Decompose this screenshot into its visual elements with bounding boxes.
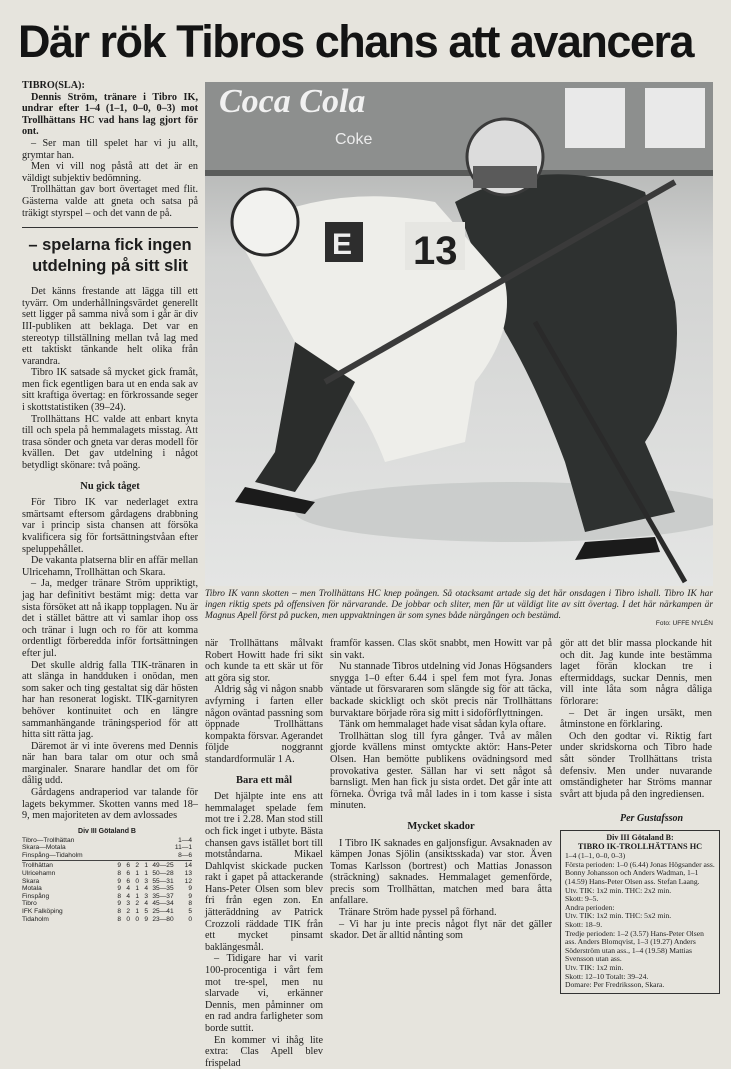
standings-goals: 35—37 [152,892,174,900]
paragraph: framför kassen. Clas sköt snabbt, men Howitt var på sin vakt. [330,638,552,661]
standings-team: IFK Falköping [22,907,63,915]
standings-team: Tibro [22,900,37,908]
standings-l: 9 [144,915,148,923]
paragraph: – Ser man till spelet har vi ju allt, grymtar han. [22,137,198,161]
standings-d: 2 [135,900,139,908]
factbox-match: TIBRO IK-TROLLHÄTTANS HC [577,841,703,851]
jersey-letter: E [332,228,353,261]
factbox-line: 1–4 (1–1, 0–0, 0–3) [565,851,626,861]
standings-w: 4 [126,892,130,900]
factbox-line: Andra perioden: [565,902,615,912]
lead-paragraph: Dennis Ström, tränare i Tibro IK, undrar efter 1–4 (1–1, 0–0, 0–3) mot Trollhättans HC vad hans lag gjort för ont. [22,91,198,138]
factbox-line: Utv. TIK: 1x2 min. THC: 2x2 min. [565,885,672,895]
paragraph: – Ja, medger tränare Ström uppriktigt, jag har definitivt bestämt mig: detta var sista försöket att nå ikapp topplagen. Nu är det i stället bättre att vi samlar ihop oss och tränar i lugn och ro för att komma ordentligt förberedda inför fortsättningen efter jul. [22,578,198,659]
standings-team: Skara [22,877,40,885]
standings-goals: 25—41 [152,907,174,915]
table-row [22,900,192,908]
standings-l: 1 [144,862,148,870]
article-column-1 [22,80,198,822]
paragraph: gör att det blir massa plockande hit och dit. Jag kunde inte bestämma laget förän klockan tre i eftermiddags, suckar Dennis, men vill inte låta som några dåliga förlorare: [560,638,712,707]
jersey-number: 13 [413,229,458,273]
standings-goals: 45—34 [152,900,174,908]
standings-w: 3 [126,900,130,908]
standings-goals: 35—35 [152,885,174,893]
caption-text: Tibro IK vann skotten – men Trollhättans HC knep poängen. Så otacksamt artade sig det här onsdagen i Tibro ishall. Tibro IK har ingen riktig spets på offensiven för närvarande. De jobbar och sliter, men får ut väldigt lite av sitt övertag. I det här närkampen är Magnus Apell först på pucken, men uppvaktningen är som synes både närgången och bestämd. [205,589,713,621]
paragraph: – Det är ingen ursäkt, men åtminstone en förklaring. [560,707,712,731]
standings-team: Tidaholm [22,915,49,923]
standings-gp: 9 [117,885,121,893]
factbox-league: Div III Götaland B: [606,833,674,842]
standings-pts: 12 [184,877,192,885]
standings-goals: 55—31 [152,877,174,885]
paragraph: Gårdagens andraperiod var talande för lagets bekymmer. Skotten vanns med 18–9, men majoriteten av dem avlossades [22,787,198,822]
factbox-line: Tredje perioden: 1–2 (3.57) Hans-Peter Olsen ass. Anders Blomqvist, 1–3 (19.27) Anders Söderström utan ass., 1–4 (19.58) Mattias Svensson utan ass. [565,928,704,964]
paragraph: Det hjälpte inte ens att hemmalaget spelade fem mot tre i 2.28. Man stod still och fick inget i utbyte. Bästa chansen gavs istället bort till motståndarna. Mikael Dahlqvist skickade pucken rakt i gapet på attackerande Hans-Peter Olsen som blev fri från egen zon. En jätteräddning av Patrick Crozzoli räddade TIK från ett mycket pinsamt baklängesmål. [205,791,323,953]
standings-gp: 9 [117,862,121,870]
standings-title: Div III Götaland B [78,828,136,835]
table-row [22,870,192,878]
paragraph: Trollhättan slog till fyra gånger. Två av målen gjorde kvällens minst omtyckte aktör: Hans-Peter Olsen. Han bemötte publikens ovädningsord med provokativa gester. Sällan har vi sett något så barnsligt. Men han fick ju sista ordet. Det går inte att förneka. Övriga två mål lades in i tom kasse i sista minuten. [330,730,552,812]
paragraph: Men vi vill nog påstå att det är en väldigt subjektiv bedömning. [22,161,198,184]
standings-pts: 0 [188,915,192,923]
standings-l: 4 [144,900,148,908]
standings-l: 4 [144,885,148,893]
standings-goals: 49—25 [152,862,174,870]
factbox-line: Första perioden: 1–0 (6.44) Jonas Högsander ass. Bonny Johansson och Anders Wadman, 1–1 (14.59) Hans-Peter Olsen ass. Stefan Laang. [565,859,715,886]
table-row [22,885,192,893]
paragraph: Tränare Ström hade pyssel på förhand. [339,907,497,919]
match-factbox [560,830,720,994]
paragraph: För Tibro IK var nederlaget extra smärtsamt eftersom gårdagens drabbning var i princip sista chansen att försöka kvalificera sig för fortsättningstvåan efter speluppehållet. [22,497,198,555]
standings-d: 0 [135,877,139,885]
table-row [22,893,192,901]
standings-l: 3 [144,892,148,900]
standings-l: 5 [144,907,148,915]
hockey-photo [205,82,713,586]
pull-quote: – spelarna fick ingen utdelning på sitt slit [22,227,198,286]
standings-pts: 5 [188,907,192,915]
standings-d: 2 [135,862,139,870]
table-row [22,862,192,870]
standings-goals: 50—28 [152,869,174,877]
match-score: 8—6 [178,851,192,859]
match-name: Tibro—Trollhättan [22,836,75,844]
match-name: Finspång—Tidaholm [22,851,83,859]
standings-gp: 9 [117,877,121,885]
result-row [22,837,192,845]
standings-w: 6 [126,862,130,870]
standings-w: 6 [126,869,130,877]
paragraph: när Trollhättans målvakt Robert Howitt hade fri sikt och kunde ta ett skär ut för att göra sig stor. [205,638,323,684]
paragraph: – Vi har ju inte precis något flyt när det gäller skador. Det är alltid nånting som [330,918,552,942]
paragraph: De vakanta platserna blir en affär mellan Ulricehamn, Trollhättan och Skara. [22,555,198,578]
standings-d: 0 [135,915,139,923]
standings-gp: 8 [117,869,121,877]
factbox-line: Domare: Per Fredriksson, Skara. [565,980,665,990]
factbox-line: Skott: 9–5. [565,894,599,904]
byline: Per Gustafsson [620,813,684,824]
result-row [22,852,192,860]
standings-team: Motala [22,885,42,893]
paragraph: Däremot är vi inte överens med Dennis när han bara talar om otur och små marginaler. Snarare handlar det om för dålig udd. [22,740,198,787]
dateline: TIBRO(SLA): [22,80,85,91]
standings-team: Finspång [22,892,50,900]
paragraph: Det känns frestande att lägga till ett tyvärr. Om underhållningsvärdet generellt sett ligger på samma nivå som i går är div III-publiken att beklaga. Det var en stereotyp tillställning mellan två lag med ett taktiskt tänkande helt olika från varandra. [22,286,198,367]
photo-caption [205,589,713,629]
table-row [22,878,192,886]
standings-d: 1 [135,869,139,877]
paragraph: Trollhättan gav bort övertaget med flit. Gästerna valde att gneta och satsa på träkigt styrspel – och det vann de på. [22,184,198,219]
standings-w: 6 [126,877,130,885]
table-row [22,916,192,924]
standings-d: 1 [135,892,139,900]
standings-pts: 9 [188,885,192,893]
paragraph: Tibro IK satsade så mycket gick framåt, men fick egentligen bara ut en enda sak av sitt kraftiga övertag: en förkrossande seger i skottstatistiken (39–24). [22,367,198,414]
paragraph: En kommer vi ihåg lite extra: Clas Apell blev frispelad [205,1034,323,1069]
paragraph: Trollhättans HC valde att enbart knyta till och spela på hemmalagets misstag. Att trasa sönder och gneta var deras modell för kvällen. Det gav utdelning i något betydligt skönare: två poäng. [22,413,198,472]
paragraph: Det skulle aldrig falla TIK-tränaren in att slänga in handduken i onödan, men som saker och ting gestaltat sig där hösten har han resonerat logiskt. TIK-garnityren behöver kontinuitet och en längre sammanhängande träningsperiod för att hitta sitt rätta jag. [22,659,198,741]
standings-gp: 8 [117,915,121,923]
standings-d: 1 [135,885,139,893]
subheading: Nu gick tåget [80,480,140,492]
standings-l: 1 [144,869,148,877]
standings-team: Ulricehamn [22,869,56,877]
paragraph: I Tibro IK saknades en galjonsfigur. Avsaknaden av kämpen Jonas Sjölin (ansiktsskada) var stor. Även Tomas Karlsson (bortrest) och Mattias Jonasson (sträckning) saknades. Hemmalaget gemenförde, precis som Trollhättan, matchen med bara åtta anfallare. [330,837,552,907]
paragraph: Nu stannade Tibros utdelning vid Jonas Högsanders snygga 1–0 efter 6.44 i spel fem mot fyra. Jonas väntade ut försvararen som slängde sig för att täcka, backade skickligt och sköt precis när Trollhättans burvaktare började röra sig mitt i sidoförflyttningen. [330,661,552,719]
match-score: 11—1 [174,844,192,852]
subheading: Mycket skador [407,820,475,832]
match-name: Skara—Motala [22,844,66,852]
factbox-line: Utv. TIK: 1x2 min. [565,962,624,972]
standings-d: 1 [135,907,139,915]
paragraph: Aldrig såg vi någon snabb avfyrning i farten eller någon oväntad passning som öppnade Trollhättans kompakta försvar. Agerandet följde noggrannt standardformulär 1 A. [205,684,323,765]
paragraph: Tänk om hemmalaget hade visat sådan kyla oftare. [339,719,547,731]
article-column-3 [330,638,552,942]
standings-pts: 8 [188,900,192,908]
article-column-2 [205,638,323,1069]
table-row [22,908,192,916]
factbox-line: Utv. TIK: 1x2 min. THC: 5x2 min. [565,911,672,921]
result-row [22,844,192,852]
hockey-photo-image [205,82,713,586]
match-score: 1—4 [178,836,192,844]
standings-l: 3 [144,877,148,885]
ad-board-text: Coca Cola [219,83,366,120]
ad-board-text: Coke [335,131,373,148]
standings-goals: 23—80 [152,915,174,923]
paragraph: Och den godtar vi. Riktig fart under skridskorna och Tibro hade sått sönder Trollhättans trista defensiv. Men under nuvarande omständigheter har Ströms mannar svårt att bjuda på den ingrediensen. [560,730,712,800]
article-column-4 [560,638,712,800]
standings-w: 4 [126,885,130,893]
paragraph: – Tidigare har vi varit 100-procentiga i vårt fem mot tre-spel, men nu slarvade vi, erkänner Dennis, men påminner om en rad andra farligheter som borde suttit. [205,953,323,1034]
standings-pts: 9 [188,892,192,900]
standings-gp: 9 [117,900,121,908]
standings-gp: 8 [117,892,121,900]
standings-gp: 8 [117,907,121,915]
photo-credit: Foto: UFFE NYLÉN [655,620,713,627]
standings-pts: 14 [184,862,192,870]
standings-w: 0 [126,915,130,923]
standings-table [22,828,192,923]
standings-w: 2 [126,907,130,915]
factbox-line: Skott: 18–9. [565,919,603,929]
page-title: Där rök Tibros chans att avancera [18,16,693,67]
standings-team: Trollhättan [22,862,53,870]
factbox-line: Skott: 12–10 Totalt: 39–24. [565,971,649,981]
subheading: Bara ett mål [236,774,292,786]
standings-pts: 13 [184,869,192,877]
